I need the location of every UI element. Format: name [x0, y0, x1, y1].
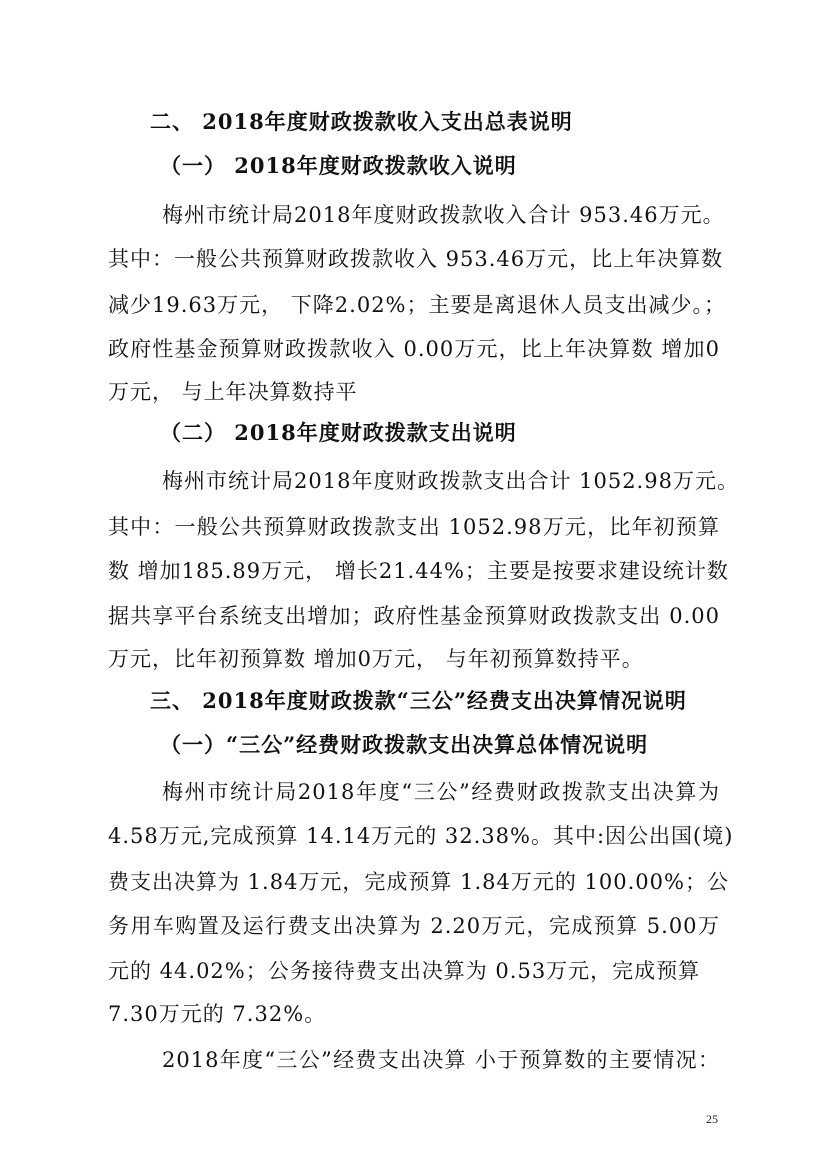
subsection-heading-expense: （二） 2018年度财政拨款支出说明	[160, 420, 517, 445]
sangong-line-6: 7.30万元的 7.32%。	[108, 1002, 327, 1026]
expense-line-5: 万元，比年初预算数 增加0万元， 与年初预算数持平。	[108, 647, 644, 671]
page-number: 25	[706, 1112, 718, 1126]
section-heading-2: 二、 2018年度财政拨款收入支出总表说明	[150, 109, 573, 134]
subsection-heading-sangong: （一）“三公”经费财政拨款支出决算总体情况说明	[160, 732, 649, 757]
income-line-5: 万元， 与上年决算数持平	[108, 380, 358, 404]
section-heading-3: 三、 2018年度财政拨款“三公”经费支出决算情况说明	[150, 688, 687, 713]
sangong-line-2: 4.58万元,完成预算 14.14万元的 32.38%。其中:因公出国(境)	[108, 824, 734, 848]
sangong-line-4: 务用车购置及运行费支出决算为 2.20万元，完成预算 5.00万	[108, 914, 720, 938]
subsection-heading-income: （一） 2018年度财政拨款收入说明	[160, 153, 517, 178]
expense-line-4: 据共享平台系统支出增加；政府性基金预算财政拨款支出 0.00	[108, 604, 720, 628]
income-line-3: 减少19.63万元， 下降2.02%；主要是离退休人员支出减少。；	[108, 293, 727, 317]
income-line-4: 政府性基金预算财政拨款收入 0.00万元，比上年决算数 增加0	[108, 337, 720, 361]
expense-line-2: 其中：一般公共预算财政拨款支出 1052.98万元，比年初预算	[108, 515, 720, 539]
sangong-line-3: 费支出决算为 1.84万元，完成预算 1.84万元的 100.00%；公	[108, 870, 729, 894]
sangong-line-5: 元的 44.02%；公务接待费支出决算为 0.53万元，完成预算	[108, 959, 701, 983]
sangong-line-1: 梅州市统计局2018年度“三公”经费财政拨款支出决算为	[162, 780, 720, 804]
closing-line: 2018年度“三公”经费支出决算 小于预算数的主要情况：	[162, 1048, 720, 1072]
expense-line-1: 梅州市统计局2018年度财政拨款支出合计 1052.98万元。	[162, 469, 739, 493]
income-line-1: 梅州市统计局2018年度财政拨款收入合计 953.46万元。	[162, 203, 725, 227]
expense-line-3: 数 增加185.89万元， 增长21.44%；主要是按要求建设统计数	[108, 559, 729, 583]
income-line-2: 其中：一般公共预算财政拨款收入 953.46万元，比上年决算数	[108, 247, 724, 271]
